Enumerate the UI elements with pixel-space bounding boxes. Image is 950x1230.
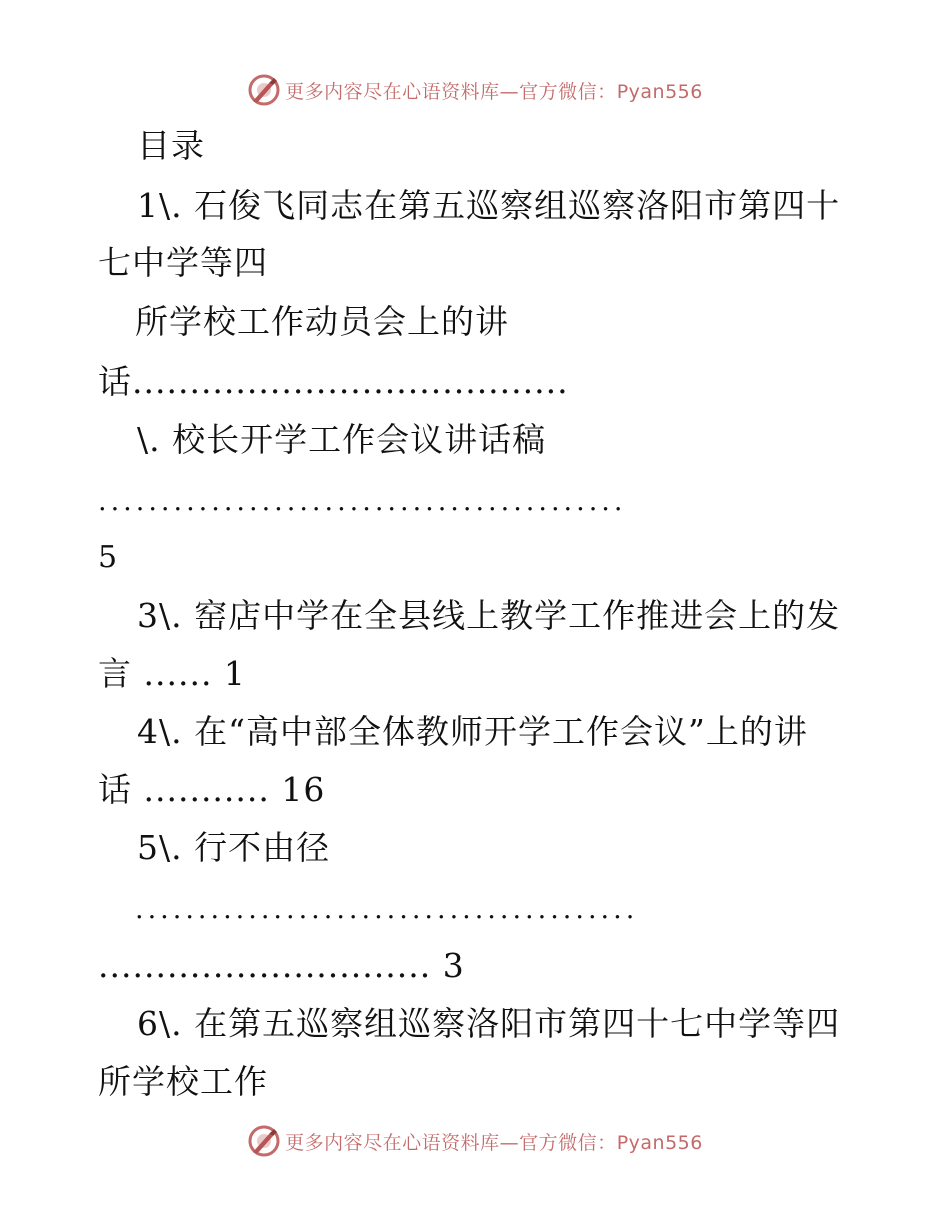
watermark-account: Pyan556: [616, 1131, 703, 1154]
toc-entry-5-line-1: 5\. 行不由径: [137, 828, 331, 867]
pen-circle-logo-icon: [247, 73, 281, 107]
toc-entry-5-dots: ........................................: [135, 894, 639, 925]
toc-entry-2-page: 5: [98, 540, 119, 575]
watermark-official: 官方微信：: [519, 1131, 617, 1154]
watermark-text: [285, 77, 703, 104]
toc-entry-1-line-3: 所学校工作动员会上的讲: [135, 302, 509, 341]
toc-entry-2-dots: ..........................................: [98, 486, 627, 517]
toc-entry-5-page: ............................. 3: [98, 946, 465, 985]
watermark-main: 更多内容尽在心语资料库: [285, 1131, 500, 1154]
toc-entry-4-line-2: 话 ........... 16: [98, 770, 326, 809]
toc-entry-3-line-1: 3\. 窑店中学在全县线上教学工作推进会上的发: [137, 596, 841, 635]
toc-entry-1-line-2: 七中学等四: [98, 243, 268, 282]
toc-entry-6-line-2: 所学校工作: [98, 1062, 268, 1101]
watermark-separator: —: [499, 1131, 520, 1154]
toc-entry-6-line-1: 6\. 在第五巡察组巡察洛阳市第四十七中学等四: [137, 1004, 841, 1043]
toc-entry-2-line-1: \. 校长开学工作会议讲话稿: [137, 420, 547, 459]
toc-entry-1-line-1: 1\. 石俊飞同志在第五巡察组巡察洛阳市第四十: [137, 186, 841, 225]
toc-title: 目录: [137, 126, 205, 165]
watermark-main: 更多内容尽在心语资料库: [285, 80, 500, 103]
watermark-banner-top: [0, 70, 950, 110]
toc-entry-4-line-1: 4\. 在“高中部全体教师开学工作会议”上的讲: [137, 712, 808, 751]
watermark-text: [285, 1128, 703, 1155]
watermark-separator: —: [499, 80, 520, 103]
pen-circle-logo-icon: [247, 1124, 281, 1158]
watermark-official: 官方微信：: [519, 80, 617, 103]
watermark-account: Pyan556: [616, 80, 703, 103]
toc-entry-3-line-2: 言 ...... 1: [98, 654, 246, 693]
toc-entry-1-line-4: 话......................................: [98, 362, 569, 401]
watermark-banner-bottom: [0, 1121, 950, 1161]
